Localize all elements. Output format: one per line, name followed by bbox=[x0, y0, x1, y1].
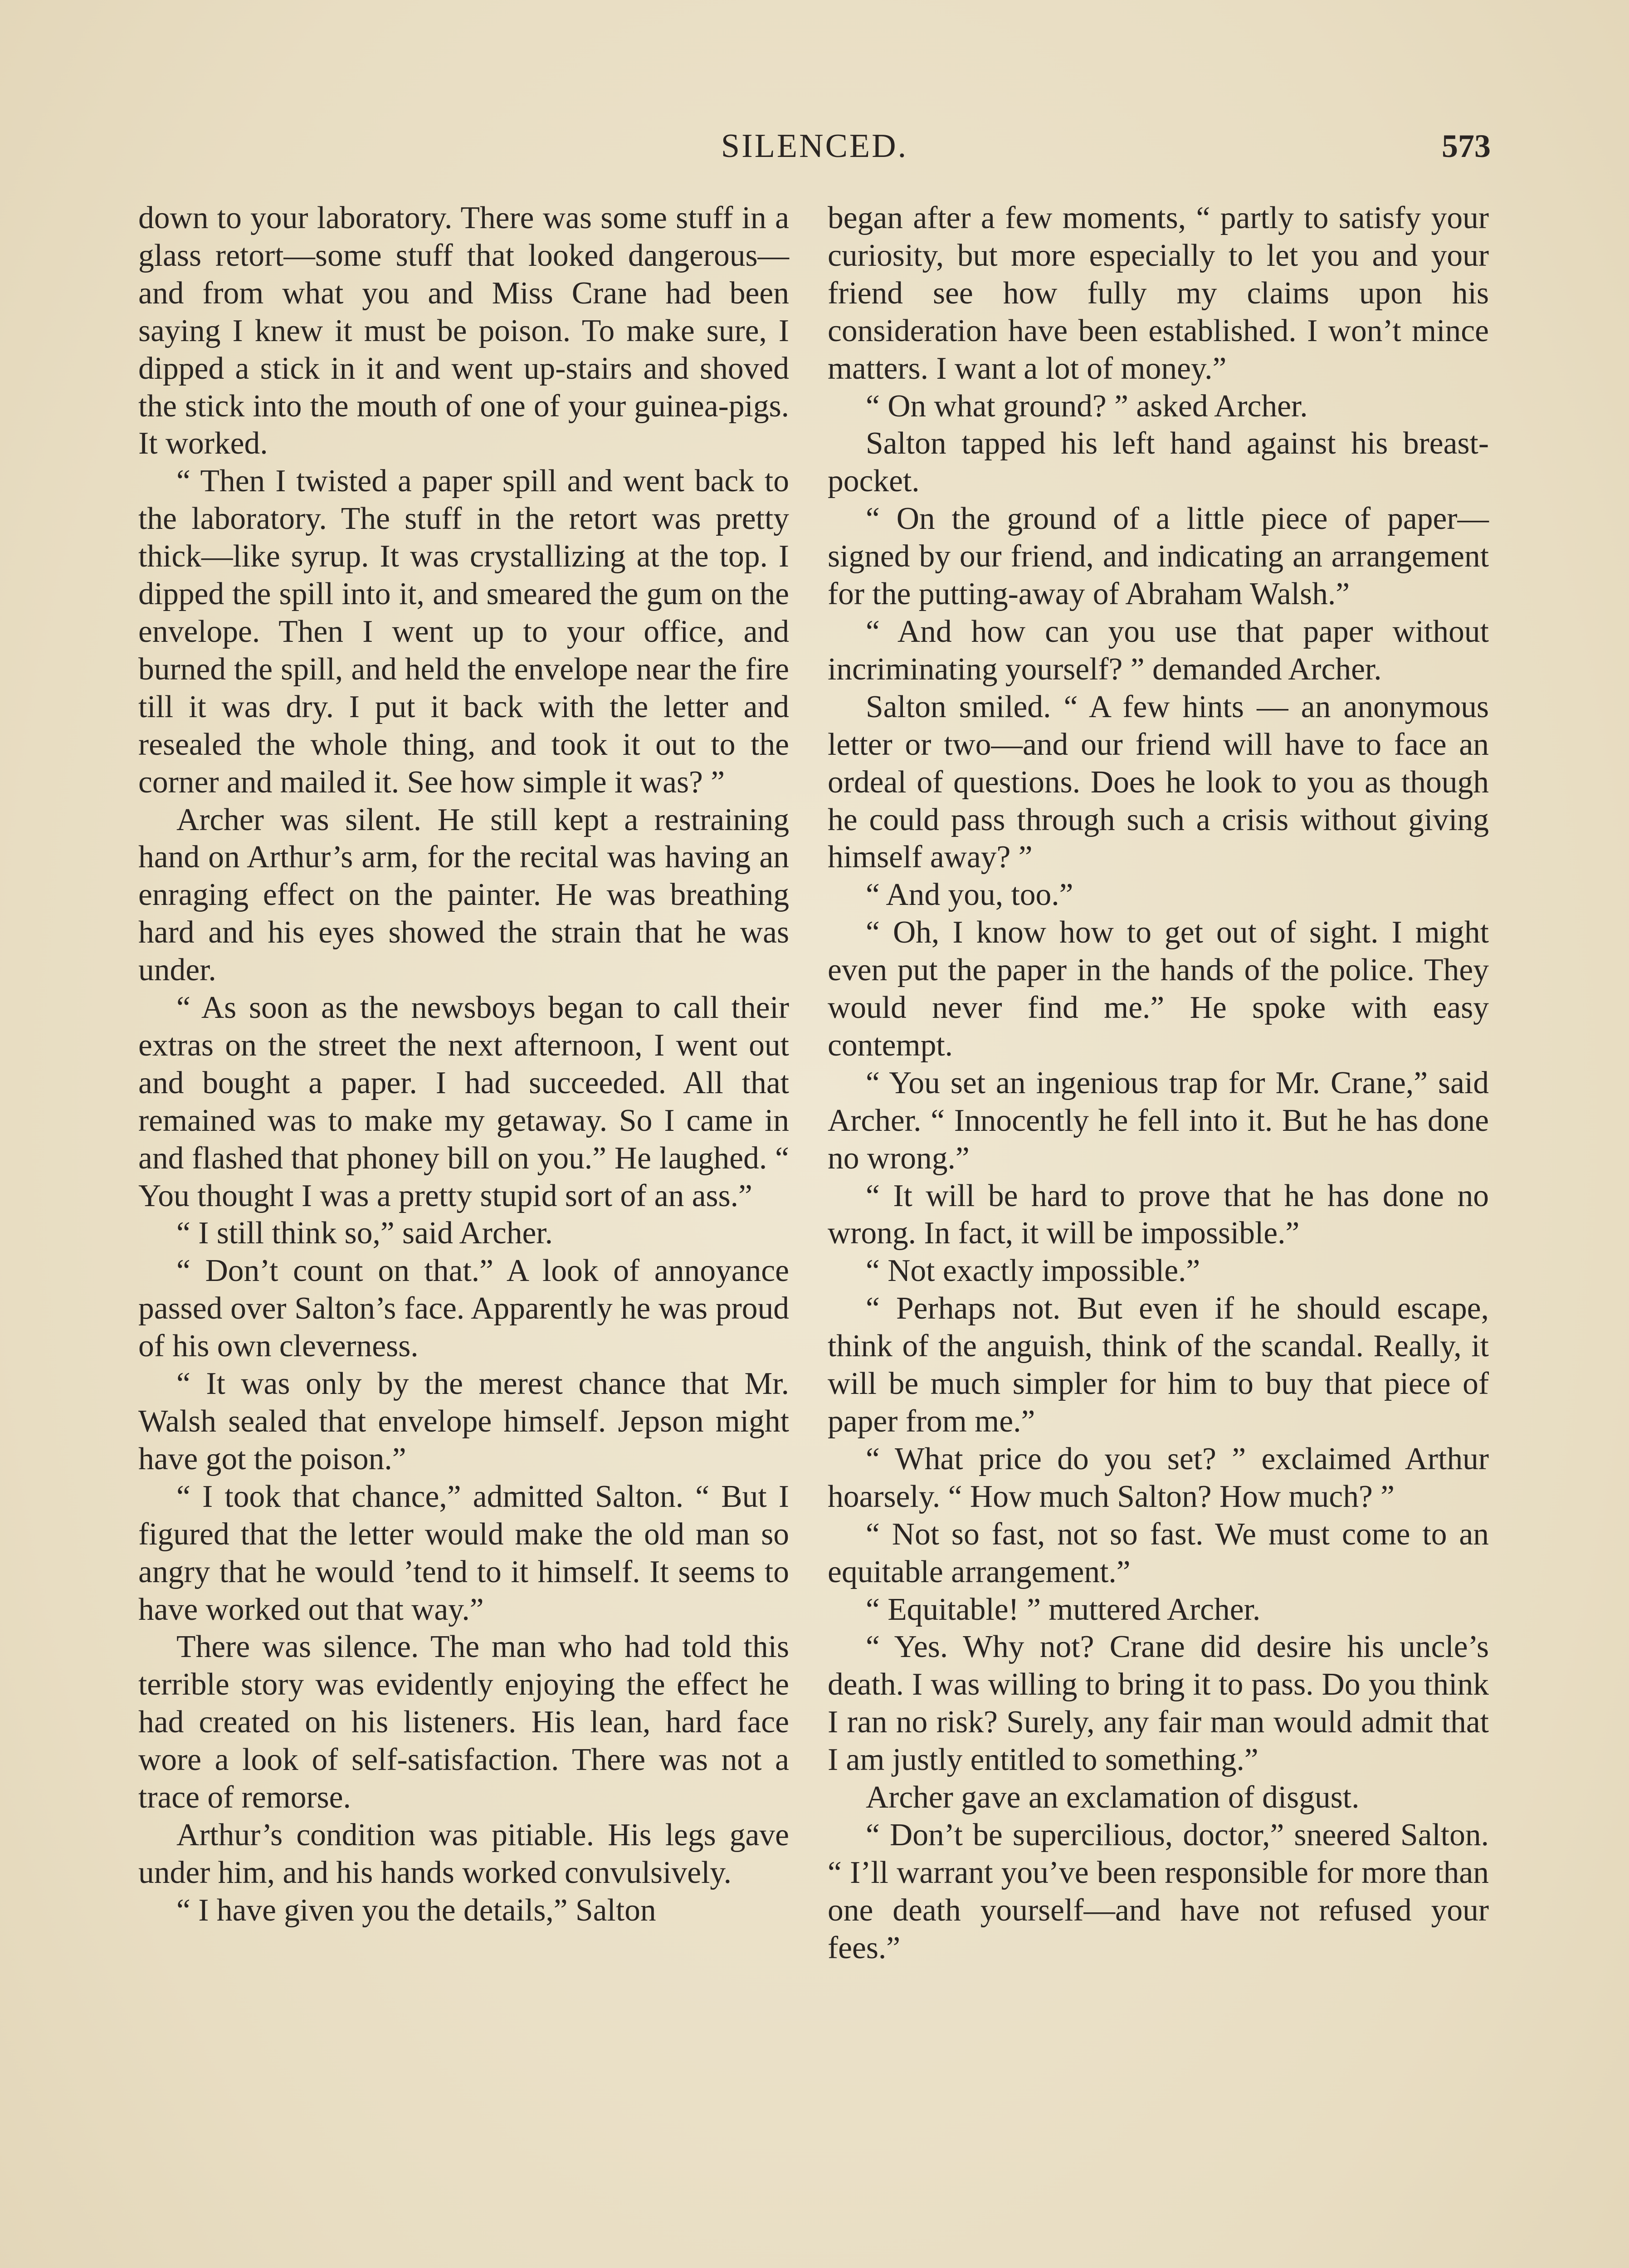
paragraph: “ As soon as the newsboys began to call their extras on the street the next afternoon, I went out and bought a paper. I had succeeded. All that remained was to make my getaway. So I came in and flashed that phoney bill on you.” He laughed. “ You thought I was a pretty stupid sort of an ass.” bbox=[138, 990, 789, 1213]
page-header bbox=[0, 123, 1629, 173]
right-column bbox=[828, 200, 1489, 1967]
paragraph: There was silence. The man who had told this terrible story was evidently enjoying the effect he had created on his listeners. His lean, hard face wore a look of self-satisfaction. There was not a trace of remorse. bbox=[138, 1629, 789, 1815]
running-head: SILENCED. bbox=[721, 127, 908, 165]
paragraph: Salton smiled. “ A few hints — an anonymous letter or two—and our friend will have to face an ordeal of questions. Does he look to you as though he could pass through such a crisis without giving himself away? ” bbox=[828, 689, 1489, 875]
paragraph: “ And how can you use that paper without incriminating yourself? ” demanded Archer. bbox=[828, 614, 1489, 687]
paragraph: Archer was silent. He still kept a restraining hand on Arthur’s arm, for the recital was having an enraging effect on the painter. He was breathing hard and his eyes showed the strain that he was under. bbox=[138, 802, 789, 988]
paragraph: “ It was only by the merest chance that Mr. Walsh sealed that envelope himself. Jepson might have got the poison.” bbox=[138, 1366, 789, 1476]
paragraph: began after a few moments, “ partly to satisfy your curiosity, but more especially to let you and your friend see how fully my claims upon his consideration have been established. I won’t mince matters. I want a lot of money.” bbox=[828, 200, 1489, 386]
paragraph: “ It will be hard to prove that he has done no wrong. In fact, it will be impossible.” bbox=[828, 1178, 1489, 1251]
paragraph: “ Then I twisted a paper spill and went back to the laboratory. The stuff in the retort was pretty thick—like syrup. It was crystallizing at the top. I dipped the spill into it, and smeared the gum on the envelope. Then I went up to your office, and burned the spill, and held the envelope near the fire till it was dry. I put it back with the letter and resealed the whole thing, and took it out to the corner and mailed it. See how simple it was? ” bbox=[138, 464, 789, 800]
paragraph: Archer gave an exclamation of disgust. bbox=[866, 1780, 1360, 1815]
paragraph: Arthur’s condition was pitiable. His legs gave under him, and his hands worked convulsively. bbox=[138, 1817, 789, 1890]
paragraph: “ Don’t be supercilious, doctor,” sneered Salton. “ I’ll warrant you’ve been responsible for more than one death yourself—and have not refused your fees.” bbox=[828, 1817, 1489, 1965]
paragraph: “ Oh, I know how to get out of sight. I might even put the paper in the hands of the police. They would never find me.” He spoke with easy contempt. bbox=[828, 915, 1489, 1063]
paragraph: “ Not exactly impossible.” bbox=[866, 1253, 1200, 1289]
paragraph: “ Not so fast, not so fast. We must come to an equitable arrangement.” bbox=[828, 1516, 1489, 1589]
paragraph: “ I still think so,” said Archer. bbox=[176, 1216, 553, 1251]
paragraph: “ I took that chance,” admitted Salton. “ But I figured that the letter would make the old man so angry that he would ’tend to it himself. It seems to have worked out that way.” bbox=[138, 1479, 789, 1627]
left-column bbox=[138, 200, 789, 1930]
paragraph: down to your laboratory. There was some stuff in a glass retort—some stuff that looked dangerous—and from what you and Miss Crane had been saying I knew it must be poison. To make sure, I dipped a stick in it and went up-stairs and shoved the stick into the mouth of one of your guinea-pigs. It worked. bbox=[138, 200, 789, 461]
paragraph: “ Yes. Why not? Crane did desire his uncle’s death. I was willing to bring it to pass. Do you think I ran no risk? Surely, any fair man would admit that I am justly entitled to something.” bbox=[828, 1629, 1489, 1778]
paragraph: “ Don’t count on that.” A look of annoyance passed over Salton’s face. Apparently he was proud of his own cleverness. bbox=[138, 1253, 789, 1364]
paragraph: “ Equitable! ” muttered Archer. bbox=[866, 1592, 1261, 1627]
paragraph: “ Perhaps not. But even if he should escape, think of the anguish, think of the scandal. Really, it will be much simpler for him to buy that piece of paper from me.” bbox=[828, 1291, 1489, 1439]
paragraph: “ On the ground of a little piece of paper—signed by our friend, and indicating an arrangement for the putting-away of Abraham Walsh.” bbox=[828, 501, 1489, 612]
paragraph: “ You set an ingenious trap for Mr. Crane,” said Archer. “ Innocently he fell into it. But he has done no wrong.” bbox=[828, 1065, 1489, 1176]
paragraph: Salton tapped his left hand against his breast-pocket. bbox=[828, 426, 1489, 499]
paragraph: “ On what ground? ” asked Archer. bbox=[866, 388, 1308, 424]
paragraph: “ I have given you the details,” Salton bbox=[176, 1892, 656, 1928]
paragraph: “ What price do you set? ” exclaimed Arthur hoarsely. “ How much Salton? How much? ” bbox=[828, 1441, 1489, 1514]
paragraph: “ And you, too.” bbox=[866, 877, 1073, 913]
page-number: 573 bbox=[1442, 128, 1491, 164]
